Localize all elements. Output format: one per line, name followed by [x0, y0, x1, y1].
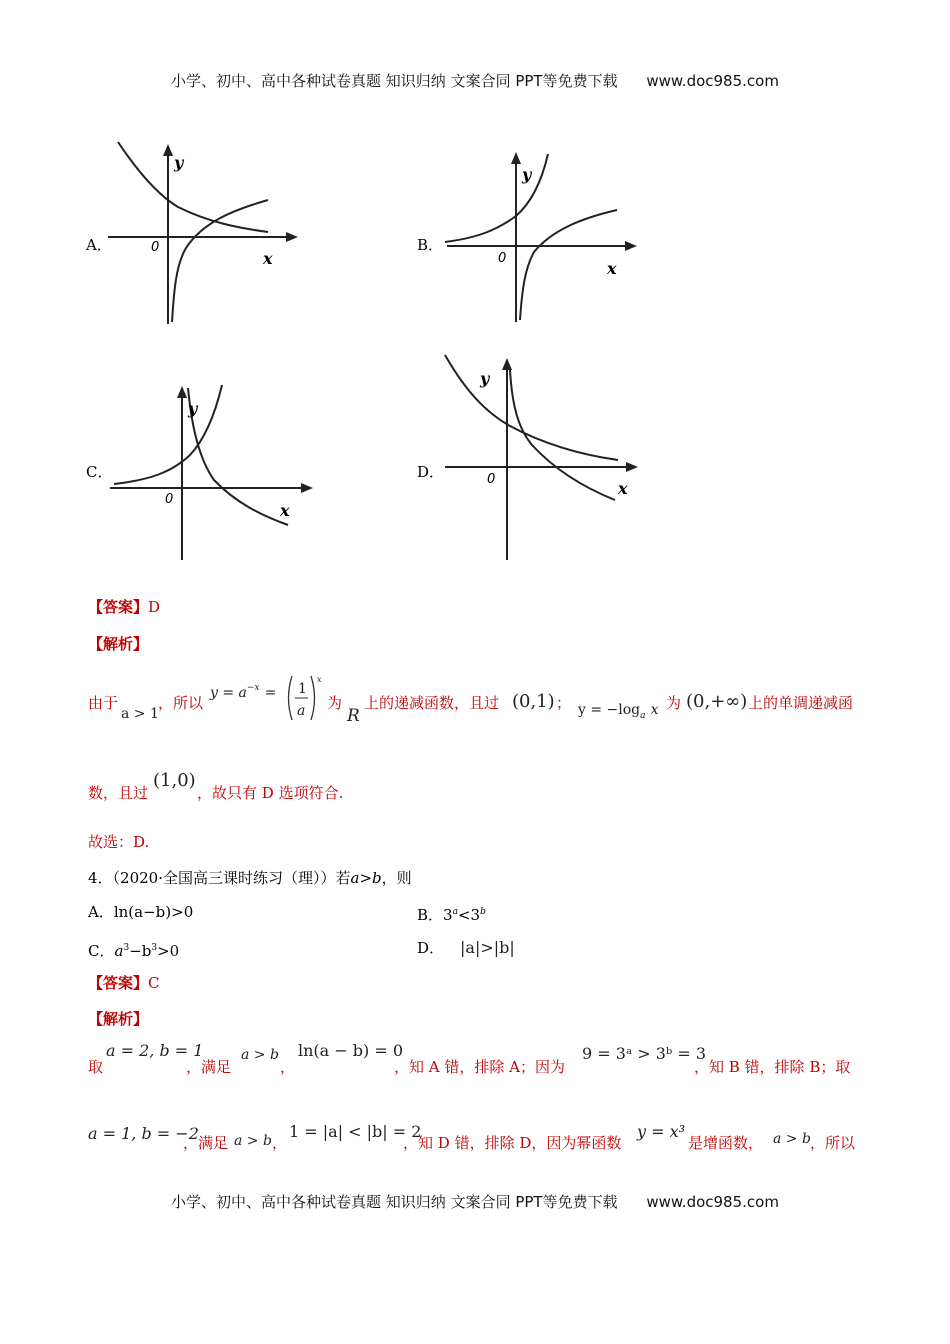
footer-site-link[interactable]: www.doc985.com	[646, 1193, 779, 1211]
graph-a-y-label: y	[174, 153, 184, 172]
graph-c-x-arrow	[301, 483, 313, 493]
svg-text:1: 1	[298, 681, 307, 697]
q4-l2-m1: a = 1, b = −2	[88, 1124, 199, 1143]
q4-l2-m2: a > b	[234, 1133, 272, 1149]
q3-fraction	[284, 672, 324, 724]
q3-line1-t7: 上的单调递减函	[748, 694, 854, 712]
graph-c-decay-curve	[188, 388, 288, 525]
q4-l1-m3: ln(a − b) = 0	[298, 1041, 404, 1060]
q3-line1-m1: a > 1	[121, 706, 159, 722]
graph-a-label: A．	[86, 236, 112, 254]
q4-l1-t3: ，	[280, 1058, 296, 1076]
graph-b	[442, 150, 642, 325]
q3-line1-t5: ；	[556, 694, 572, 712]
q3-line1-t2: ，所以	[158, 694, 204, 712]
q4-l1-t4: ，知 A 错，排除 A；因为	[394, 1058, 565, 1076]
q4-l1-t5: ，知 B 错，排除 B；取	[694, 1058, 851, 1076]
graph-c	[110, 380, 320, 562]
q4-condition-end: ，则	[381, 869, 412, 887]
q4-condition: a>b	[350, 869, 382, 887]
graph-b-y-arrow	[511, 152, 521, 164]
svg-text:x: x	[317, 675, 322, 684]
graph-b-log-curve	[520, 210, 617, 320]
q4-stem	[88, 868, 412, 888]
graph-d-log-curve	[510, 370, 615, 500]
q3-line1-m2: $y = a^{-x}$ =	[210, 683, 277, 701]
q3-answer-tag: 【答案】	[88, 598, 149, 616]
svg-text:a: a	[297, 703, 306, 719]
q4-option-d[interactable]: D． |a|>|b|	[417, 938, 515, 957]
q3-line1-m3: R	[347, 706, 360, 726]
graph-d	[440, 350, 645, 562]
graph-d-origin: 0	[487, 472, 496, 487]
q3-conclusion: 故选：D.	[88, 833, 150, 851]
q3-line1-m4: (0,1)	[512, 691, 555, 712]
q4-source: （2020·全国高三课时练习（理））若	[112, 869, 351, 887]
q4-l1-m1: a = 2, b = 1	[106, 1041, 204, 1060]
q4-number: 4．	[88, 869, 113, 887]
q4-l2-t5: ，所以	[810, 1134, 856, 1152]
q3-line1-t1: 由于	[88, 694, 119, 712]
graph-b-y-label: y	[522, 165, 532, 184]
graph-a-x-label: x	[263, 249, 273, 268]
graph-c-label: C．	[86, 463, 113, 481]
q4-answer	[88, 973, 160, 993]
q4-l1-m4: 9 = 3ᵃ > 3ᵇ = 3	[582, 1044, 707, 1063]
graph-b-x-arrow	[625, 241, 637, 251]
graph-c-origin: 0	[165, 492, 174, 507]
q4-l2-t1: ，满足	[183, 1134, 229, 1152]
q4-l2-t2: ，	[272, 1134, 288, 1152]
q4-option-c[interactable]: C．$a^3-b^3>0$	[88, 942, 180, 960]
footer-text: 小学、初中、高中各种试卷真题 知识归纳 文案合同 PPT等免费下载	[171, 1193, 618, 1211]
graph-d-x-label: x	[618, 479, 628, 498]
q4-option-b[interactable]: B．$3^a<3^b$	[417, 906, 486, 924]
q3-analysis-tag: 【解析】	[88, 635, 149, 653]
graph-d-x-arrow	[626, 462, 638, 472]
q3-line1-t3: 为	[327, 694, 343, 712]
q3-line1-m5: $y = -\log_a$ x	[578, 702, 659, 721]
q4-l2-m4: y = x³	[637, 1122, 686, 1141]
graph-a-y-arrow	[163, 144, 173, 156]
q4-l2-m5: a > b	[773, 1131, 811, 1147]
q3-answer-value: D	[148, 598, 161, 616]
q4-answer-value: C	[148, 974, 160, 992]
q3-line1-t6: 为	[666, 694, 682, 712]
graph-b-label: B．	[417, 236, 444, 254]
graph-b-x-label: x	[607, 259, 617, 278]
graph-a-x-arrow	[286, 232, 298, 242]
q4-l2-m3: 1 = |a| < |b| = 2	[289, 1122, 422, 1141]
q3-answer	[88, 597, 160, 617]
q3-line2-m1: (1,0)	[153, 770, 196, 791]
q4-l2-t3: ，知 D 错，排除 D，因为幂函数	[403, 1134, 622, 1152]
graph-a	[108, 140, 303, 325]
graph-d-y-label: y	[480, 369, 490, 388]
header-text: 小学、初中、高中各种试卷真题 知识归纳 文案合同 PPT等免费下载	[171, 72, 618, 90]
q3-line1-m6: (0,+∞)	[686, 691, 748, 712]
graph-a-log-curve	[172, 200, 268, 322]
graph-d-y-arrow	[502, 358, 512, 370]
graph-c-y-arrow	[177, 386, 187, 398]
q4-analysis-tag: 【解析】	[88, 1010, 149, 1028]
graph-c-exp-curve	[114, 385, 222, 484]
q4-l1-m2: a > b	[241, 1047, 279, 1063]
q3-line2-t1: 数，且过	[88, 784, 149, 802]
graph-c-y-label: y	[188, 399, 198, 418]
page-footer	[0, 1191, 950, 1212]
graph-d-label: D．	[417, 463, 445, 481]
q4-option-a[interactable]: A．ln(a−b)>0	[88, 903, 194, 921]
graph-c-x-label: x	[280, 501, 290, 520]
page-header	[0, 70, 950, 91]
q3-line1-t4: 上的递减函数，且过	[364, 694, 500, 712]
q4-l1-t2: ，满足	[186, 1058, 232, 1076]
q4-answer-tag: 【答案】	[88, 974, 149, 992]
graph-a-origin: 0	[151, 240, 160, 255]
q4-l2-t4: 是增函数，	[688, 1134, 764, 1152]
graph-a-exp-curve	[118, 142, 268, 232]
q3-line2-t2: ，故只有 D 选项符合.	[197, 784, 344, 802]
q4-l1-t1: 取	[88, 1058, 104, 1076]
graph-b-exp-curve	[445, 154, 548, 242]
graph-b-origin: 0	[498, 251, 507, 266]
header-site-link[interactable]: www.doc985.com	[646, 72, 779, 90]
